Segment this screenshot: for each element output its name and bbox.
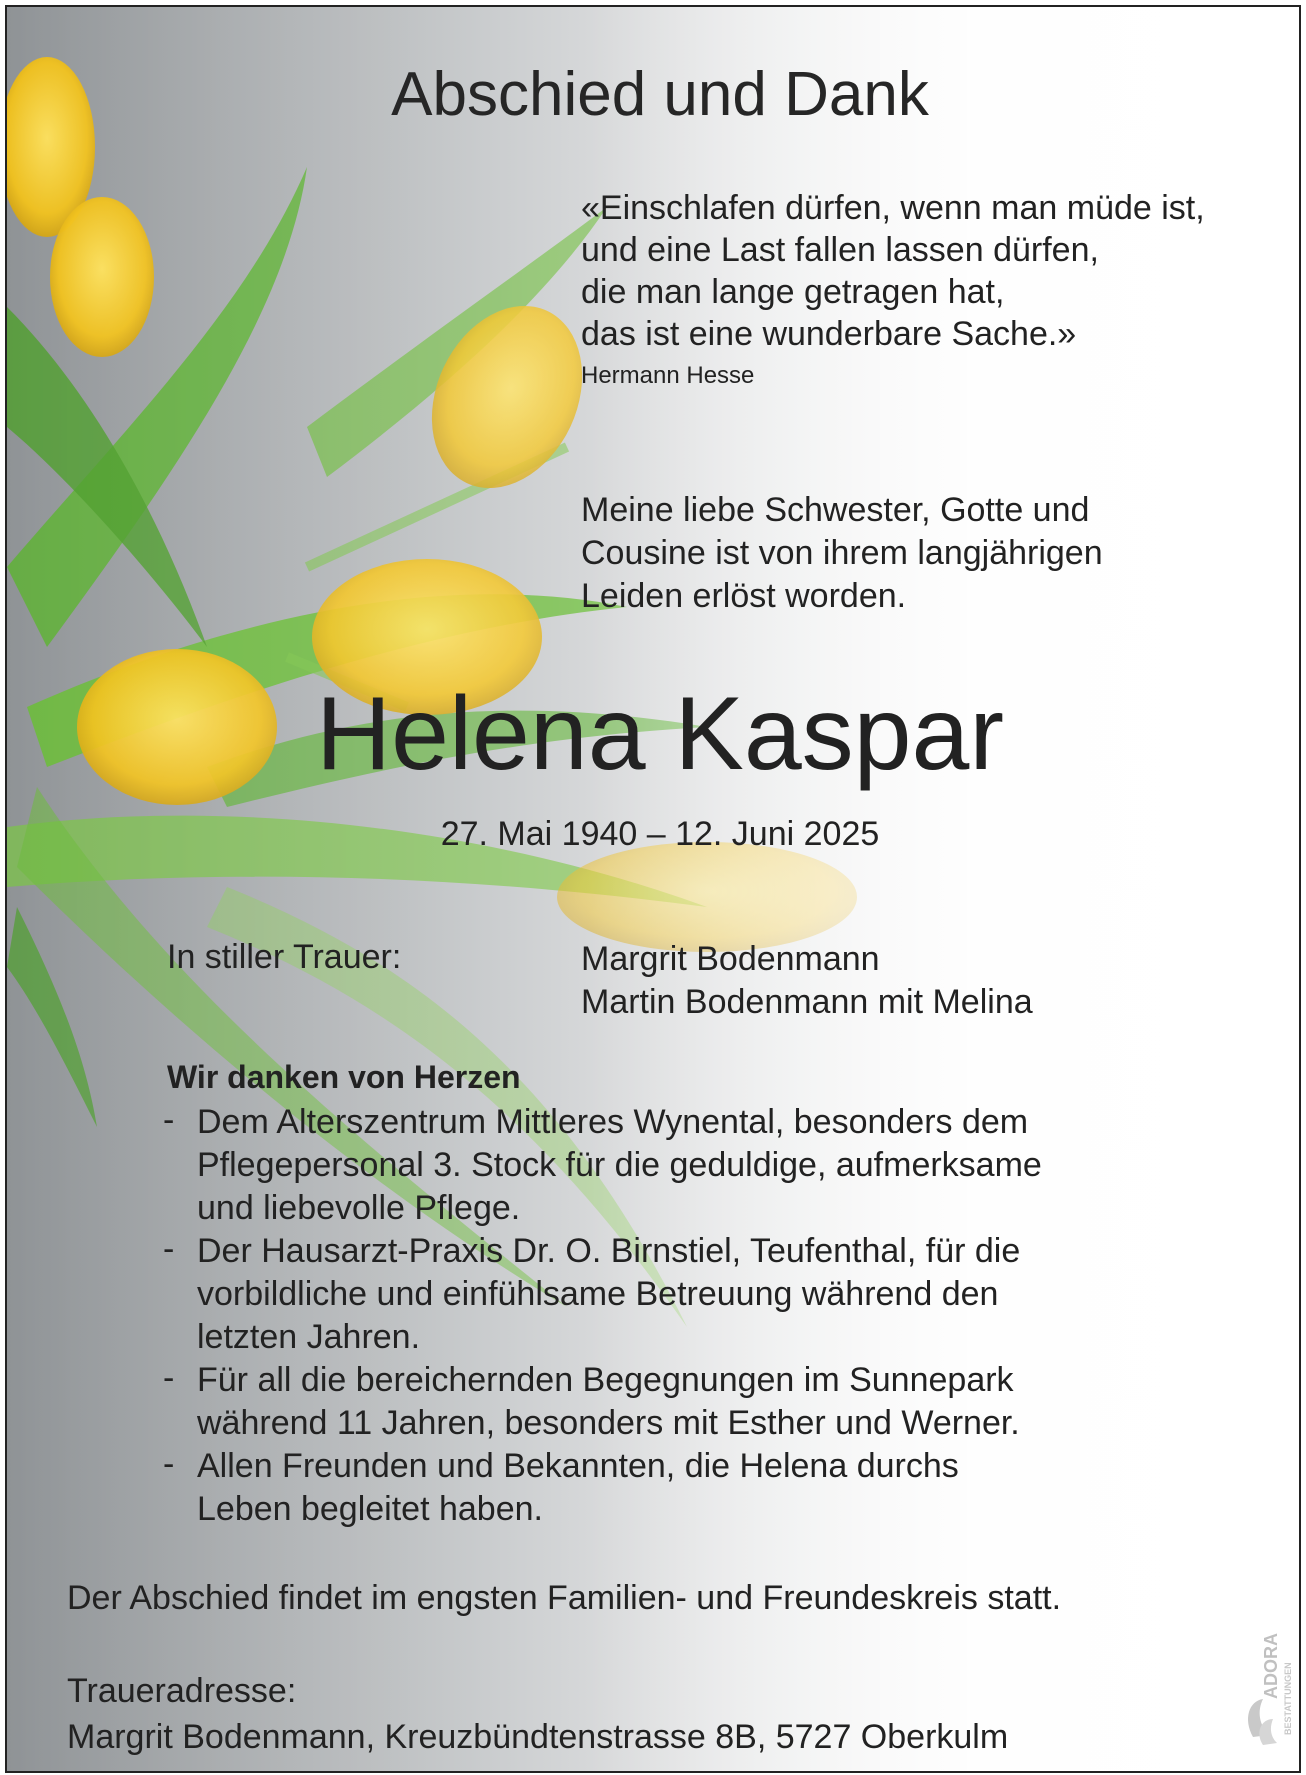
adora-logo: [1243, 1607, 1299, 1757]
thanks-line: Dem Alterszentrum Mittleres Wynental, besonders dem: [197, 1103, 1029, 1141]
thanks-title: Wir danken von Herzen: [167, 1059, 521, 1095]
thanks-line: vorbildliche und einfühlsame Betreuung während den: [197, 1275, 999, 1313]
bullet-dash: -: [163, 1445, 175, 1483]
thanks-line: Für all die bereichernden Begegnungen im Sunnepark: [197, 1361, 1014, 1399]
address-text: Margrit Bodenmann, Kreuzbündtenstrasse 8B, 5727 Oberkulm: [67, 1718, 1009, 1756]
quote-line: das ist eine wunderbare Sache.»: [581, 315, 1077, 353]
deceased-name: Helena Kaspar: [316, 676, 1004, 792]
notice-line: Cousine ist von ihrem langjährigen: [581, 534, 1103, 572]
quote-author: Hermann Hesse: [581, 362, 755, 389]
heading: Abschied und Dank: [391, 60, 929, 129]
thanks-item: [163, 1445, 1042, 1531]
mourner-name: Margrit Bodenmann: [581, 940, 880, 978]
thanks-line: Leben begleitet haben.: [197, 1490, 543, 1528]
thanks-line: und liebevolle Pflege.: [197, 1189, 521, 1227]
thanks-line: Der Hausarzt-Praxis Dr. O. Birnstiel, Teufenthal, für die: [197, 1232, 1021, 1270]
svg-text:BESTATTUNGEN: BESTATTUNGEN: [1283, 1662, 1293, 1735]
thanks-line: während 11 Jahren, besonders mit Esther und Werner.: [197, 1404, 1020, 1442]
notice-text: [581, 489, 1103, 618]
quote: [581, 187, 1205, 355]
svg-text:ADORA: ADORA: [1261, 1633, 1281, 1699]
notice-line: Meine liebe Schwester, Gotte und: [581, 491, 1090, 529]
bullet-dash: -: [163, 1230, 175, 1268]
thanks-line: Pflegepersonal 3. Stock für die geduldige, aufmerksame: [197, 1146, 1042, 1184]
closing-text: Der Abschied findet im engsten Familien- und Freundeskreis statt.: [67, 1579, 1062, 1617]
quote-line: und eine Last fallen lassen dürfen,: [581, 231, 1099, 269]
mourner-name: Martin Bodenmann mit Melina: [581, 983, 1033, 1021]
thanks-item: [163, 1230, 1042, 1359]
quote-line: die man lange getragen hat,: [581, 273, 1005, 311]
life-dates: 27. Mai 1940 – 12. Juni 2025: [440, 815, 880, 853]
thanks-item: [163, 1359, 1042, 1445]
thanks-line: letzten Jahren.: [197, 1318, 421, 1356]
mourners-list: [581, 938, 1033, 1024]
obituary-card: [5, 5, 1301, 1773]
thanks-line: Allen Freunden und Bekannten, die Helena durchs: [197, 1447, 959, 1485]
address-label: Traueradresse:: [67, 1672, 297, 1710]
notice-line: Leiden erlöst worden.: [581, 577, 907, 615]
bullet-dash: -: [163, 1101, 175, 1139]
bullet-dash: -: [163, 1359, 175, 1397]
quote-line: «Einschlafen dürfen, wenn man müde ist,: [581, 189, 1205, 227]
mourners-label: In stiller Trauer:: [167, 938, 402, 976]
thanks-list: [163, 1101, 1042, 1531]
thanks-item: [163, 1101, 1042, 1230]
